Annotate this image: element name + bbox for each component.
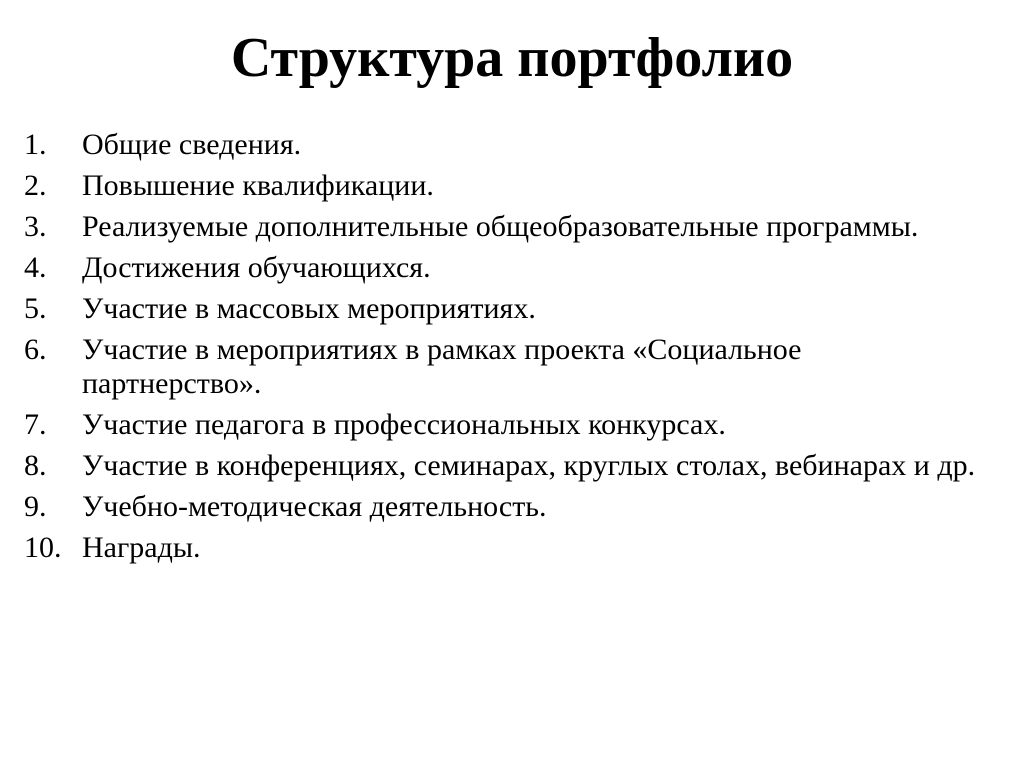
- list-item: [24, 333, 984, 401]
- list-item: [24, 490, 984, 524]
- list-item-number: 6.: [24, 333, 47, 366]
- list-item: [24, 169, 984, 203]
- list-item-number: 4.: [24, 251, 47, 284]
- list-item-text: Награды.: [82, 531, 201, 564]
- list-item-text: Учебно-методическая деятельность.: [82, 490, 547, 523]
- list-item: [24, 408, 984, 442]
- list-item-number: 7.: [24, 408, 47, 441]
- list-item-number: 5.: [24, 292, 47, 325]
- list-item: [24, 251, 984, 285]
- list-item-number: 9.: [24, 490, 47, 523]
- list-item-text: Участие педагога в профессиональных конкурсах.: [82, 408, 726, 441]
- list-item-text: Участие в массовых мероприятиях.: [82, 292, 536, 325]
- list-item-text: Повышение квалификации.: [82, 169, 434, 202]
- list-item: [24, 531, 984, 565]
- list-item: [24, 210, 984, 244]
- list-item-text: Общие сведения.: [82, 128, 302, 161]
- list-item: [24, 128, 984, 162]
- list-item-number: 8.: [24, 449, 47, 482]
- list-item-number: 1.: [24, 128, 47, 161]
- list-item: [24, 292, 984, 326]
- list-item-text: Достижения обучающихся.: [82, 251, 431, 284]
- list-item: [24, 449, 984, 483]
- slide-title: Структура портфолио: [230, 27, 794, 89]
- list-item-text: Участие в мероприятиях в рамках проекта «Социальное партнерство».: [82, 333, 802, 400]
- portfolio-structure-list: [24, 128, 984, 572]
- list-item-number: 10.: [24, 531, 62, 564]
- list-item-number: 2.: [24, 169, 47, 202]
- list-item-number: 3.: [24, 210, 47, 243]
- list-item-text: Реализуемые дополнительные общеобразовательные программы.: [82, 210, 919, 243]
- list-item-text: Участие в конференциях, семинарах, круглых столах, вебинарах и др.: [82, 449, 976, 482]
